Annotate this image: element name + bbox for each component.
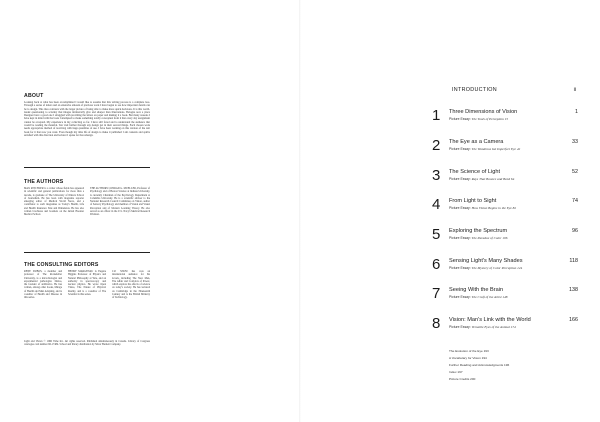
picture-essay-title: Rays That Bounce and Bend 64 — [471, 177, 515, 181]
picture-essay-title: Versatile Eyes of the Animal 174 — [471, 325, 516, 329]
toc-chapter-7 — [432, 286, 578, 308]
chapter-number: 2 — [432, 137, 441, 154]
toc-chapter-8 — [432, 316, 578, 338]
chapter-title: The Eye as a Camera — [449, 139, 504, 145]
picture-essay-label: Picture Essay: — [449, 236, 471, 240]
chapter-title: Sensing Light's Many Shades — [449, 258, 523, 264]
picture-essay-label: Picture Essay: — [449, 117, 471, 121]
picture-essay-label: Picture Essay: — [449, 147, 471, 151]
chapter-number: 3 — [432, 167, 441, 184]
picture-essay-label: Picture Essay: — [449, 325, 471, 329]
toc-extra-item: Further Reading and Acknowledgments 196 — [449, 363, 510, 367]
chapter-page: 1 — [575, 109, 578, 115]
chapter-title: Seeing With the Brain — [449, 287, 504, 293]
authors-col-1: MAX RITCHLER is a writer whose fields has appeared in scientific and general publications for more than a decade, is graduate of The University of Illinois School of Journalism. He has been with magazine reporter emerging editor of Medical World News, and a contributor to such magazines as Today's Health, Life and Health Insurance Side and Dimension. He has also written brochures and booklets on the Allied Hoerner Medical School. — [24, 187, 84, 217]
picture-essay-title: How Vision Begins in the Eye 82 — [471, 206, 517, 210]
editors-rule — [24, 252, 150, 253]
editors-col-3: C.P. SNOW has won an international audience for his novels, including The New Men, The Affair and Corridors of Power, which explore the effects of science on today's society. He has lectured on Cambridge in the Nineteenth Century and is the British Ministry of Technology. — [112, 270, 150, 300]
picture-essay-title: The Tools of Perception 15 — [471, 117, 509, 121]
toc-extra-item: Picture Credits 200 — [449, 377, 476, 381]
chapter-page: 118 — [569, 258, 578, 264]
picture-essay — [449, 117, 508, 121]
chapter-page: 138 — [569, 287, 578, 293]
picture-essay-title: The Paradox of Color 106 — [471, 236, 508, 240]
editors-title: THE CONSULTING EDITORS — [24, 262, 99, 268]
toc-chapter-4 — [432, 197, 578, 219]
chapter-number: 6 — [432, 256, 441, 273]
toc-extra-item: The Evolution of the Eye 193 — [449, 349, 489, 353]
picture-essay-title: The Mystery of Color Perception 124 — [471, 266, 523, 270]
authors-col-2: THE AUTHORS CONRAD G. MUELLER, Professor of Psychology and of Beaver Science at Indiana University, is currently Chairman of the Psychology Department at Columbia University. He is a scientific adviser to the National Research Council Committee on Vision, author of Sensory Psychology and member of Vision and Visual Perception and of Modern Learning Theory. He also served as an officer in the U.S. Navy's Medical Research Division. — [90, 187, 150, 217]
chapter-title: The Science of Light — [449, 169, 500, 175]
chapter-page: 52 — [572, 169, 578, 175]
toc-chapter-6 — [432, 257, 578, 279]
picture-essay-label: Picture Essay: — [449, 206, 471, 210]
toc-chapter-1 — [432, 108, 578, 130]
authors-rule — [24, 167, 150, 168]
about-text: Looking back at what has been accomplished I would like to assume that this writing process is a complete loss. Through a series of letters and an extensive amount of previous work I have begun to see how important details can be to design. This idea contrasts with the larger picture of being able to make more quick decisions. It is this world-leader questioning to scrutiny that images intrinsically give and sharper than illustrations. Bologna now a place Designer have a good one I struggled with providing the letters on paper and making it a book. But many reasons I have kept in mind with the book I attempted to make something totally conceptual from it that every day assignment cannot be accepted. My experience in my collecting so far. I have still faced and to understand the audience that would be reading the material. Ten visit further through any design get in their several things. Each chosen work needs appropriate method of receiving with huge quantities of use. I have been working on this version of the text book for it that now you want. Even though my time lifs of design to make it published I am contents and spirits satisfied with this direction and lecturer I spoke for the redesign. — [24, 101, 150, 137]
chapter-number: 7 — [432, 285, 441, 302]
picture-essay-title: The Wondrous but Imperfect Eye 42 — [471, 147, 521, 151]
toc-chapter-3 — [432, 168, 578, 190]
authors-title: THE AUTHORS — [24, 179, 64, 185]
picture-essay — [449, 295, 507, 299]
toc-chapter-5 — [432, 227, 578, 249]
chapter-page: 33 — [572, 139, 578, 145]
toc-introduction: INTRODUCTION — [452, 87, 497, 93]
about-title: ABOUT — [24, 93, 44, 99]
chapter-number: 5 — [432, 226, 441, 243]
chapter-title: Three Dimensions of Vision — [449, 109, 518, 115]
chapter-title: From Light to Sight — [449, 198, 497, 204]
chapter-page: 74 — [572, 198, 578, 204]
toc-extra-item: Index 197 — [449, 370, 463, 374]
picture-essay — [449, 206, 516, 210]
toc-chapter-2 — [432, 138, 578, 160]
picture-essay-label: Picture Essay: — [449, 295, 471, 299]
picture-essay-title: The Craft of the Artist 148 — [471, 295, 508, 299]
chapter-number: 1 — [432, 107, 441, 124]
chapter-number: 8 — [432, 315, 441, 332]
copyright-text: Light and Vision © 1966 Time Inc. All rights reserved. Published simultaneously in Canada. Library of Congress catalogue card number 66-17484. School and library distribution by Silver Burdett Company. — [24, 340, 150, 347]
chapter-title: Vision: Man's Link with the World — [449, 317, 531, 323]
picture-essay — [449, 177, 514, 181]
picture-essay-label: Picture Essay: — [449, 177, 471, 181]
chapter-number: 4 — [432, 196, 441, 213]
chapter-page: 166 — [569, 317, 578, 323]
chapter-title: Exploring the Spectrum — [449, 228, 508, 234]
picture-essay — [449, 266, 522, 270]
editors-col-1: RENE DUBOS, a member and professor of The Rockefeller University, is a microbiologist and experimental pathologist. Dubos, the founder of antibiotics. He has written, among other books, Mirage of Health and Man Adapting, and is coauthor of Health and Disease in this series. — [24, 270, 62, 300]
picture-essay-label: Picture Essay: — [449, 266, 471, 270]
chapter-page: 96 — [572, 228, 578, 234]
picture-essay — [449, 325, 516, 329]
toc-introduction-page: ii — [573, 87, 576, 93]
toc-extra-item: A Vocabulary for Vision 194 — [449, 356, 487, 360]
picture-essay — [449, 236, 507, 240]
book-gutter — [299, 0, 301, 422]
picture-essay — [449, 147, 520, 151]
editors-col-2: HENRY MARGENAU is Eugene Higgins Professor of Physics and Natural Philosophy at Yale, and an authority in spectroscopy and nuclear physics. He wrote Open Vistas, The Nature of Physical Reality, and is a coauthor of The Scientist in this series. — [68, 270, 106, 297]
